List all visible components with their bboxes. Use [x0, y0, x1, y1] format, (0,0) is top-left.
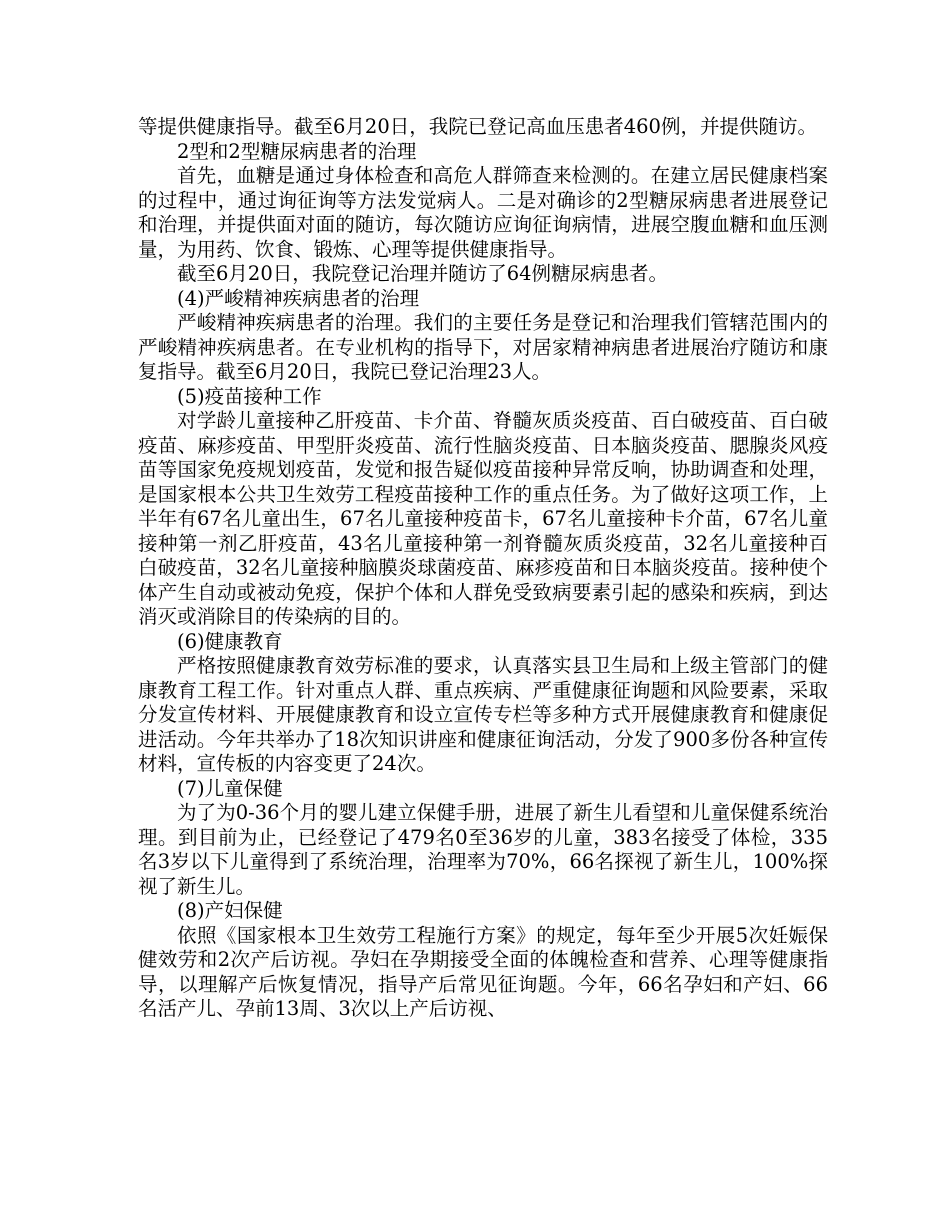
- paragraph-maternal-health: 依照《国家根本卫生效劳工程施行方案》的规定，每年至少开展5次妊娠保健效劳和2次产后访视。孕妇在孕期接受全面的体魄检查和营养、心理等健康指导，以理解产后恢复情况，指导产后常见征询题。今年，66名孕妇和产妇、66名活产儿、孕前13周、3次以上产后访视、: [138, 923, 828, 1020]
- heading-mental-illness: (4)严峻精神疾病患者的治理: [177, 286, 420, 310]
- paragraph-child-health: 为了为0-36个月的婴儿建立保健手册，进展了新生儿看望和儿童保健系统治理。到目前为止，已经登记了479名0至36岁的儿童，383名接受了体检，335名3岁以下儿童得到了系统治理，治理率为70%，66名探视了新生儿，100%探视了新生儿。: [138, 801, 828, 898]
- document-page: [138, 115, 828, 1022]
- heading-diabetes: 2型和2型糖尿病患者的治理: [177, 139, 417, 163]
- heading-maternal-health: (8)产妇保健: [177, 899, 283, 922]
- paragraph-vaccination: 对学龄儿童接种乙肝疫苗、卡介苗、脊髓灰质炎疫苗、百白破疫苗、百白破疫苗、麻疹疫苗、甲型肝炎疫苗、流行性脑炎疫苗、日本脑炎疫苗、腮腺炎风疫苗等国家免疫规划疫苗，发觉和报告疑似疫苗接种异常反响，协助调查和处理，是国家根本公共卫生效劳工程疫苗接种工作的重点任务。为了做好这项工作，上半年有67名儿童出生，67名儿童接种疫苗卡，67名儿童接种卡介苗，67名儿童接种第一剂乙肝疫苗，43名儿童接种第一剂脊髓灰质炎疫苗，32名儿童接种百白破疫苗，32名儿童接种脑膜炎球菌疫苗、麻疹疫苗和日本脑炎疫苗。接种使个体产生自动或被动免疫，保护个体和人群免受致病要素引起的感染和疾病，到达消灭或消除目的传染病的目的。: [138, 409, 828, 628]
- heading-health-education: (6)健康教育: [177, 629, 283, 653]
- paragraph-health-education: 严格按照健康教育效劳标准的要求，认真落实县卫生局和上级主管部门的健康教育工程工作。针对重点人群、重点疾病、严重健康征询题和风险要素，采取分发宣传材料、开展健康教育和设立宣传专栏等多种方式开展健康教育和健康促进活动。今年共举办了18次知识讲座和健康征询活动，分发了900多份各种宣传材料，宣传板的内容变更了24次。: [138, 654, 828, 775]
- heading-vaccination: (5)疫苗接种工作: [177, 384, 322, 408]
- heading-child-health: (7)儿童保健: [177, 776, 283, 800]
- paragraph-diabetes: 首先，血糖是通过身体检查和高危人群筛查来检测的。在建立居民健康档案的过程中，通过询征询等方法发觉病人。二是对确诊的2型糖尿病患者进展登记和治理，并提供面对面的随访，每次随访应询征询病情，进展空腹血糖和血压测量，为用药、饮食、锻炼、心理等提供健康指导。: [138, 164, 828, 261]
- paragraph-hypertension-end: 等提供健康指导。截至6月20日，我院已登记高血压患者460例，并提供随访。: [138, 115, 817, 138]
- paragraph-mental-illness: 严峻精神疾病患者的治理。我们的主要任务是登记和治理我们管辖范围内的严峻精神疾病患者。在专业机构的指导下，对居家精神病患者进展治疗随访和康复指导。截至6月20日，我院已登记治理23人。: [138, 311, 828, 383]
- paragraph-diabetes-count: 截至6月20日，我院登记治理并随访了64例糖尿病患者。: [177, 262, 669, 285]
